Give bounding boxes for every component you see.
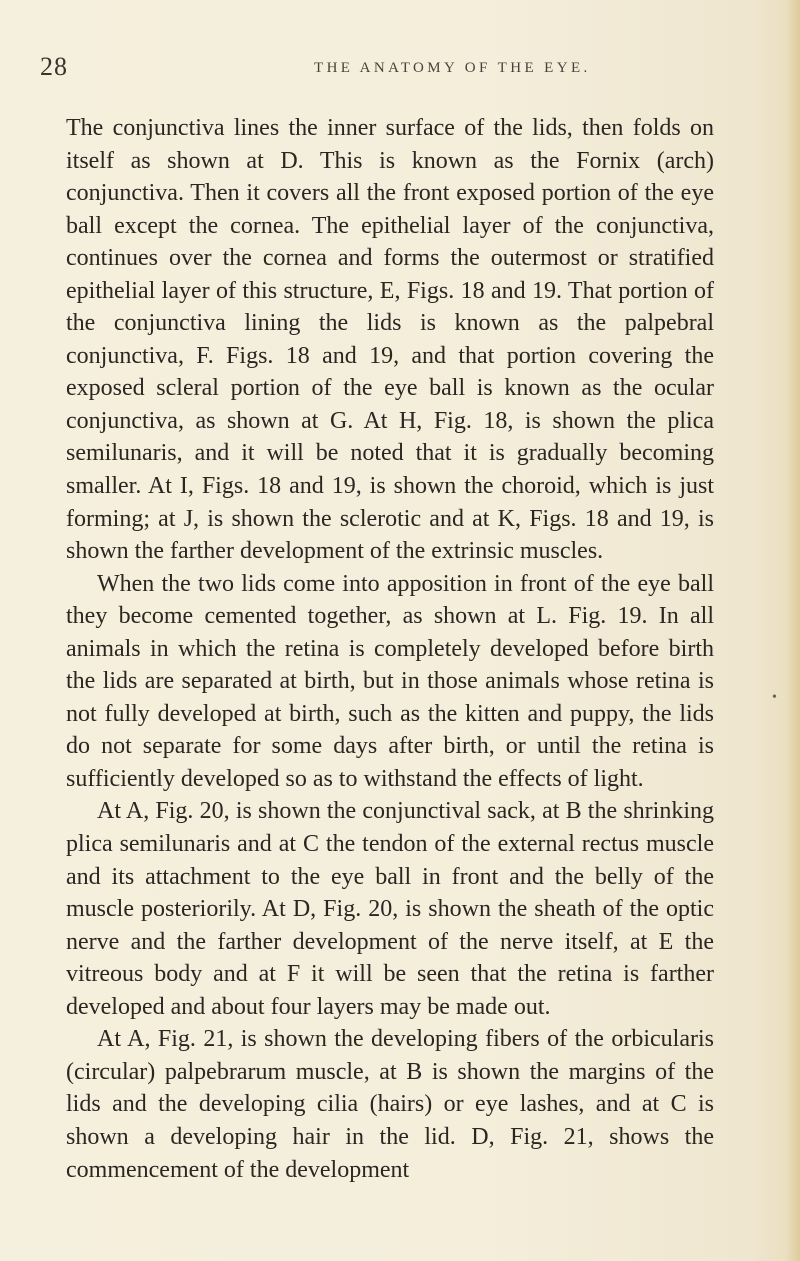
paragraph: The conjunctiva lines the inner surface of the lids, then folds on itself as shown at D. This is known as the Fornix (arch) conjunctiva. Then it covers all the front exposed portion of the eye ball except the cornea. The epithelial layer of the conjunctiva, continues over the cornea and forms the outermost or stratified epithelial layer of this structure, E, Figs. 18 and 19. That portion of the conjunctiva lining the lids is known as the palpebral conjunctiva, F. Figs. 18 and 19, and that portion covering the exposed scleral portion of the eye ball is known as the ocular conjunctiva, as shown at G. At H, Fig. 18, is shown the plica semilunaris, and it will be noted that it is gradually becoming smaller. At I, Figs. 18 and 19, is shown the choroid, which is just forming; at J, is shown the sclerotic and at K, Figs. 18 and 19, is shown the farther development of the extrinsic muscles.: [66, 115, 714, 565]
margin-speck: •: [772, 690, 777, 705]
page-edge-shadow: [786, 0, 800, 1261]
paragraph: At A, Fig. 21, is shown the developing fibers of the orbicularis (circular) palpebrarum muscle, at B is shown the margins of the lids and the developing cilia (hairs) or eye lashes, and at C is shown a developing hair in the lid. D, Fig. 21, shows the commencement of the development: [66, 1026, 714, 1183]
page-number: 28: [40, 52, 68, 81]
body-text: [66, 112, 714, 1186]
running-head: THE ANATOMY OF THE EYE.: [314, 60, 591, 76]
paragraph: When the two lids come into apposition in front of the eye ball they become cemented together, as shown at L. Fig. 19. In all animals in which the retina is completely developed before birth the lids are separated at birth, but in those animals whose retina is not fully developed at birth, such as the kitten and puppy, the lids do not separate for some days after birth, or until the retina is sufficiently developed so as to withstand the effects of light.: [66, 570, 714, 792]
page-header: [40, 48, 760, 82]
paragraph: At A, Fig. 20, is shown the conjunctival sack, at B the shrinking plica semilunaris and at C the tendon of the external rectus muscle and its attachment to the eye ball in front and the belly of the muscle posteriorily. At D, Fig. 20, is shown the sheath of the optic nerve and the farther development of the nerve itself, at E the vitreous body and at F it will be seen that the retina is farther developed and about four layers may be made out.: [66, 798, 714, 1020]
